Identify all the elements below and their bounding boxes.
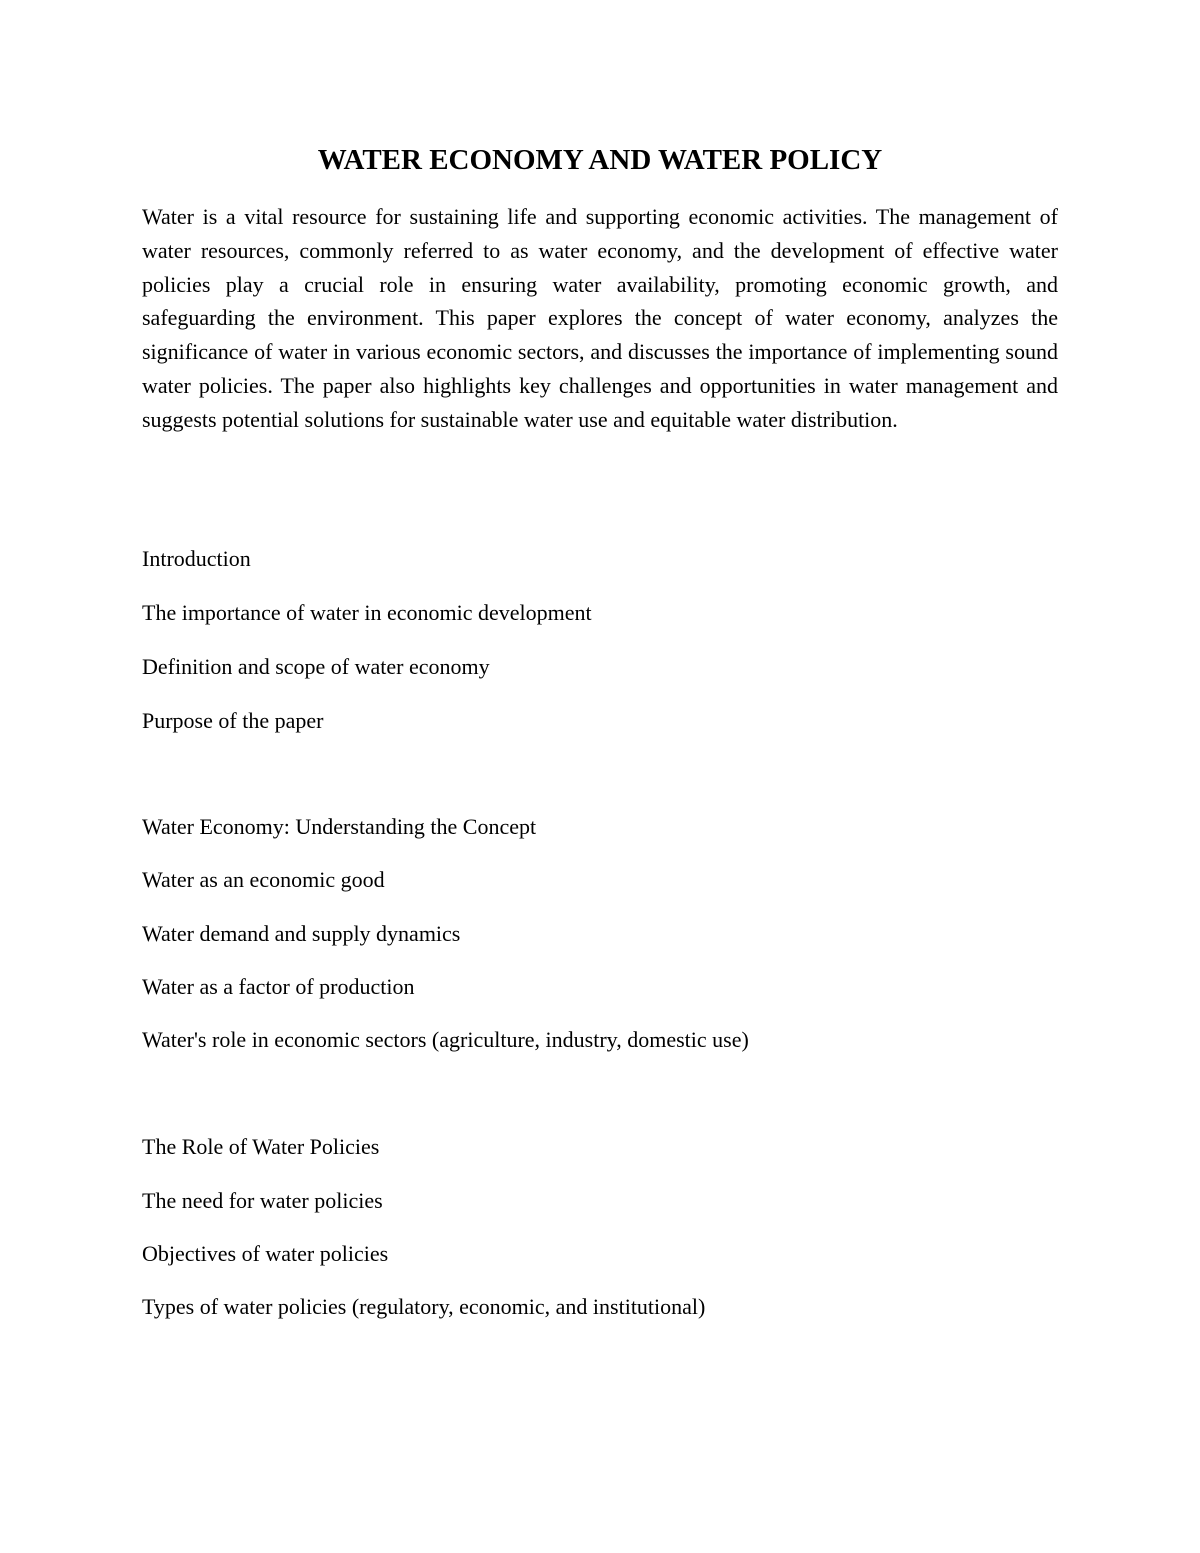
document-title: WATER ECONOMY AND WATER POLICY: [317, 144, 883, 176]
outline-item: Purpose of the paper: [142, 708, 324, 733]
outline-item: Water as an economic good: [142, 867, 385, 892]
outline-item: Objectives of water policies: [142, 1241, 389, 1266]
outline-item: Water as a factor of production: [142, 974, 415, 999]
outline-item: Types of water policies (regulatory, economic, and institutional): [142, 1294, 706, 1319]
section-heading-water-economy: Water Economy: Understanding the Concept: [142, 814, 537, 839]
section-heading-water-policies: The Role of Water Policies: [142, 1134, 380, 1159]
section-heading-introduction: Introduction: [142, 546, 251, 571]
outline-item: The importance of water in economic development: [142, 600, 592, 625]
outline-item: Water's role in economic sectors (agriculture, industry, domestic use): [142, 1027, 749, 1052]
abstract-paragraph: Water is a vital resource for sustaining life and supporting economic activities. The management of water resources, commonly referred to as water economy, and the development of effective water policies play a crucial role in ensuring water availability, promoting economic growth, and safeguarding the environment. This paper explores the concept of water economy, analyzes the significance of water in various economic sectors, and discusses the importance of implementing sound water policies. The paper also highlights key challenges and opportunities in water management and suggests potential solutions for sustainable water use and equitable water distribution.: [142, 204, 1058, 432]
outline-item: The need for water policies: [142, 1188, 383, 1213]
outline-item: Definition and scope of water economy: [142, 654, 490, 679]
outline-item: Water demand and supply dynamics: [142, 921, 461, 946]
